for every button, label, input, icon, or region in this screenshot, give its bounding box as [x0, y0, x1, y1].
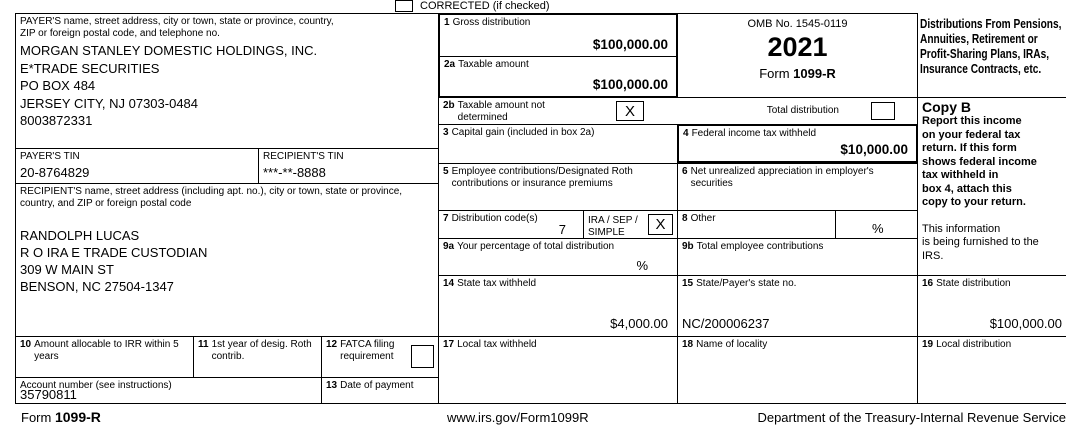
footer-irs-url: www.irs.gov/Form1099R: [447, 410, 589, 425]
account-number-cell: [15, 377, 322, 403]
form-word: Form: [759, 66, 790, 81]
box-9b-num: 9b: [682, 241, 694, 252]
corrected-checkbox: [395, 0, 413, 12]
ira-sep-label-line2: SIMPLE: [588, 226, 625, 238]
omb-number: OMB No. 1545-0119: [747, 18, 848, 30]
box-14-value: $4,000.00: [610, 316, 668, 331]
recipient-address: RANDOLPH LUCAS R O IRA E TRADE CUSTODIAN 309 W MAIN ST BENSON, NC 27504-1347: [20, 228, 208, 294]
footer-form-number: [21, 409, 101, 425]
box-9a-percentage-total-distribution: [438, 238, 678, 275]
box-2b-num: 2b: [443, 100, 455, 111]
box-2b-label: Taxable amount not determined: [457, 100, 545, 123]
box-6-num: 6: [682, 166, 688, 177]
recipient-block: [15, 183, 439, 336]
copy-b-furnished-note: This information is being furnished to the IRS.: [922, 222, 1039, 262]
total-distribution-checkbox: [871, 102, 895, 120]
form-bottom-border: [15, 403, 1066, 404]
box-19-label: Local distribution: [936, 339, 1012, 350]
taxable-not-determined-checkbox: X: [616, 101, 644, 121]
total-distribution-label: Total distribution: [766, 105, 839, 116]
box-9a-num: 9a: [443, 241, 455, 252]
form-number: 1099-R: [793, 66, 836, 81]
box-16-state-distribution: [917, 275, 1066, 336]
box-1-num: 1: [444, 17, 450, 28]
box-8-percent: %: [872, 221, 884, 236]
form-number-line: [678, 66, 917, 81]
box-8-other: [677, 210, 836, 238]
box-7-num: 7: [443, 213, 449, 224]
box-3-capital-gain: [438, 124, 678, 163]
box-15-value: NC/200006237: [682, 316, 770, 331]
recipient-tin-value: ***-**-8888: [263, 165, 326, 180]
box-17-label: Local tax withheld: [457, 339, 537, 350]
ira-sep-label-line1: IRA / SEP /: [588, 215, 638, 226]
corrected-label: CORRECTED (if checked): [420, 0, 550, 12]
footer-agency: Department of the Treasury-Internal Revenue Service: [757, 410, 1066, 425]
box-17-num: 17: [443, 339, 455, 350]
box-11-label: 1st year of desig. Roth contrib.: [211, 339, 312, 362]
box-5-label: Employee contributions/Designated Roth contributions or insurance premiums: [451, 166, 633, 189]
box-4-value: $10,000.00: [840, 142, 908, 157]
box-8-num: 8: [682, 213, 688, 224]
box-1-label: Gross distribution: [452, 17, 531, 28]
box-12-label: FATCA filing requirement: [340, 339, 395, 362]
box-9b-total-employee-contributions: [677, 238, 918, 275]
box-14-label: State tax withheld: [457, 278, 537, 289]
copy-b-title: Copy B: [922, 99, 971, 115]
footer-form-word: Form: [21, 410, 52, 425]
box-16-value: $100,000.00: [989, 316, 1062, 331]
box-4-num: 4: [683, 128, 689, 139]
payer-tin-cell: [15, 148, 259, 183]
box-10-label: Amount allocable to IRR within 5 years: [34, 339, 179, 362]
box-4-label: Federal income tax withheld: [691, 128, 817, 139]
copy-b-instructions: Report this income on your federal tax return. If this form shows federal income tax withheld in box 4, attach this copy to your return.: [922, 115, 1037, 208]
box-1-gross-distribution: [440, 15, 676, 56]
box-9a-label: Your percentage of total distribution: [457, 241, 615, 252]
box-18-label: Name of locality: [696, 339, 768, 350]
box-18-num: 18: [682, 339, 694, 350]
box-3-label: Capital gain (included in box 2a): [451, 127, 595, 138]
box-2b-row: [438, 97, 917, 124]
account-number-value: 35790811: [20, 387, 77, 402]
box-6-label: Net unrealized appreciation in employer's securities: [690, 166, 874, 189]
gross-taxable-money-box: [438, 13, 678, 98]
box-7-label: Distribution code(s): [451, 213, 538, 224]
box-8-percent-cell: [835, 210, 918, 238]
box-16-num: 16: [922, 278, 934, 289]
payer-block: [15, 13, 439, 148]
box-13-date-of-payment: [321, 377, 439, 403]
box-15-label: State/Payer's state no.: [696, 278, 797, 289]
box-10-irr-5-years: [15, 336, 194, 377]
box-9a-percent: %: [636, 258, 648, 273]
payer-address: MORGAN STANLEY DOMESTIC HOLDINGS, INC. E*TRADE SECURITIES PO BOX 484 JERSEY CITY, NJ 07303-0484 8003872331: [20, 43, 318, 128]
tax-year: 2021: [767, 32, 828, 62]
box-11-num: 11: [198, 339, 209, 350]
box-14-num: 14: [443, 278, 455, 289]
ira-sep-simple-checkbox: X: [648, 214, 673, 235]
box-5-employee-contributions: [438, 163, 678, 210]
box-10-num: 10: [20, 339, 32, 350]
box-2a-num: 2a: [444, 59, 456, 70]
box-15-state-payer-state-no: [677, 275, 918, 336]
payer-tin-label: PAYER'S TIN: [20, 151, 80, 162]
box-2a-label: Taxable amount: [458, 59, 529, 70]
box-5-num: 5: [443, 166, 449, 177]
copy-b-block: [917, 97, 1066, 275]
box-12-num: 12: [326, 339, 338, 350]
box-14-state-tax-withheld: [438, 275, 678, 336]
box-1-value: $100,000.00: [592, 37, 668, 52]
fatca-checkbox: [411, 345, 434, 368]
payer-tin-value: 20-8764829: [20, 165, 90, 180]
box-7-value: 7: [558, 222, 566, 237]
box-9b-label: Total employee contributions: [696, 241, 824, 252]
omb-year-cell: [677, 13, 918, 97]
account-number-label: Account number (see instructions): [20, 380, 172, 391]
box-6-net-unrealized-appreciation: [677, 163, 918, 210]
recipient-block-label: RECIPIENT'S name, street address (including apt. no.), city or town, state or province, country, and ZIP or foreign postal code: [20, 186, 403, 209]
box-16-label: State distribution: [936, 278, 1011, 289]
box-12-fatca: [321, 336, 439, 377]
box-2a-value: $100,000.00: [592, 77, 668, 92]
box-19-local-distribution: [917, 336, 1066, 403]
payer-block-label: PAYER'S name, street address, city or town, state or province, country, ZIP or foreign postal code, and telephone no.: [20, 16, 334, 39]
box-15-num: 15: [682, 278, 694, 289]
box-18-name-of-locality: [677, 336, 918, 403]
recipient-tin-label: RECIPIENT'S TIN: [263, 151, 344, 162]
box-4-federal-tax-withheld: [677, 124, 918, 163]
box-13-label: Date of payment: [340, 380, 414, 391]
box-11-first-year-roth: [193, 336, 322, 377]
box-2a-taxable-amount: [440, 56, 676, 96]
ira-sep-simple-cell: [583, 210, 678, 238]
form-title-block: [920, 13, 1079, 97]
box-13-num: 13: [326, 380, 338, 391]
footer-form-number-bold: 1099-R: [54, 409, 101, 425]
box-3-num: 3: [443, 127, 449, 138]
box-8-label: Other: [690, 213, 716, 224]
form-title: Distributions From Pensions, Annuities, Retirement or Profit-Sharing Plans, IRAs, Insurance Contracts, etc.: [920, 16, 1062, 76]
box-17-local-tax-withheld: [438, 336, 678, 403]
box-19-num: 19: [922, 339, 934, 350]
recipient-tin-cell: [258, 148, 439, 183]
box-7-distribution-codes: [438, 210, 584, 238]
